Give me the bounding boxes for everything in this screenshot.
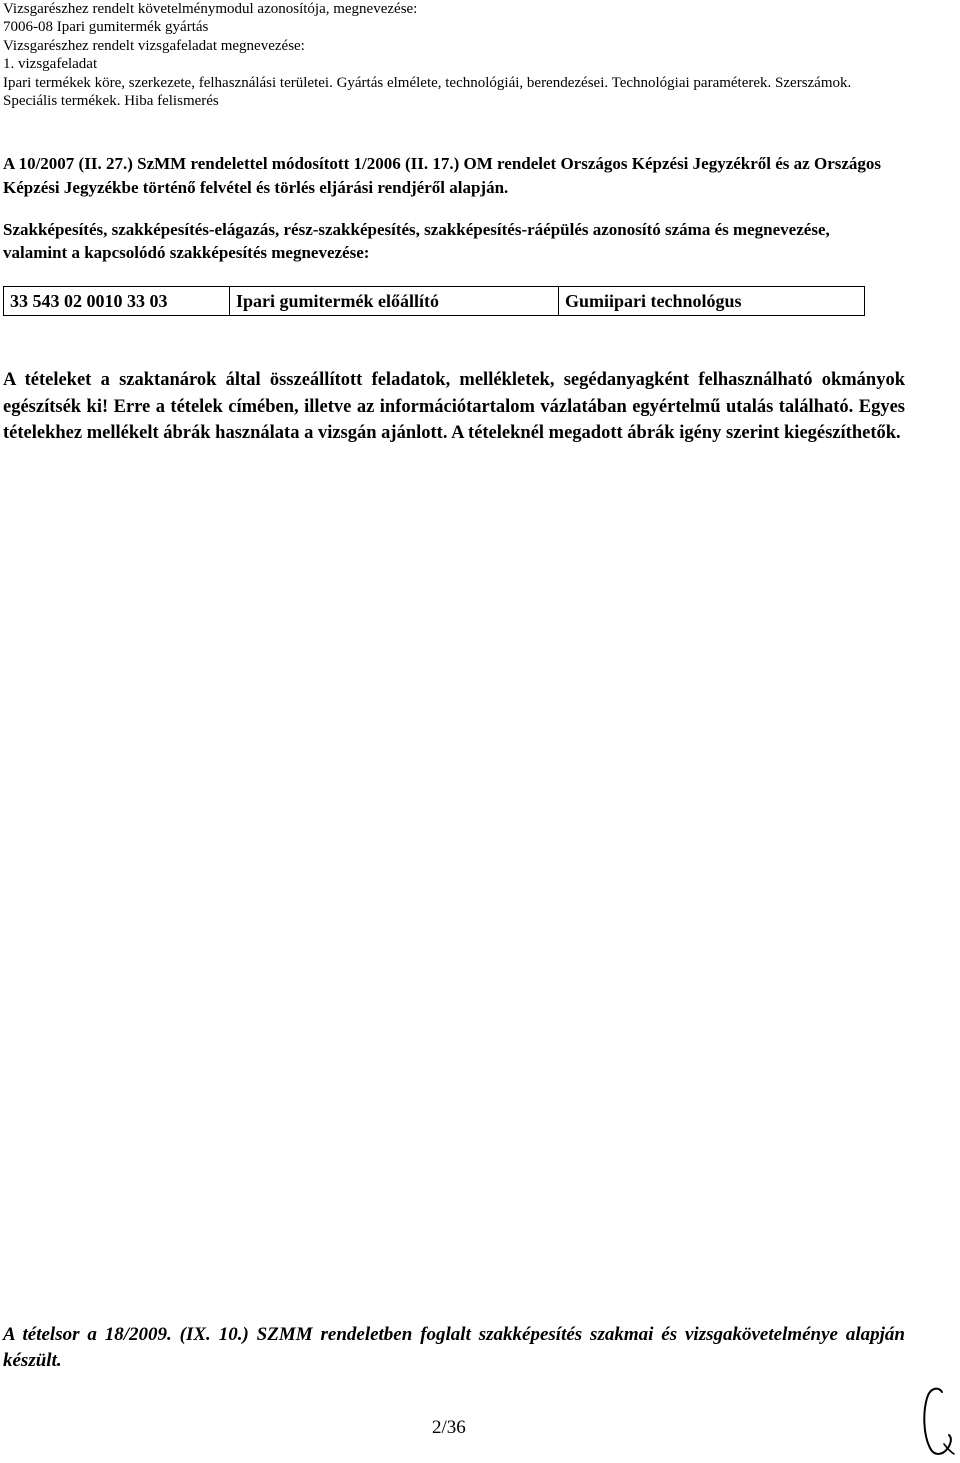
qualification-name: Ipari gumitermék előállító: [230, 287, 559, 316]
topics-line-2: Speciális termékek. Hiba felismerés: [3, 93, 219, 110]
module-value: 7006-08 Ipari gumitermék gyártás: [3, 19, 209, 36]
related-qualification: Gumiipari technológus: [559, 287, 865, 316]
qualification-row: [4, 287, 865, 316]
module-label: Vizsgarészhez rendelt követelménymodul azonosítója, megnevezése:: [3, 1, 418, 17]
page-number: 2/36: [432, 1417, 466, 1438]
qualification-table: [3, 286, 865, 316]
topics-line-1: Ipari termékek köre, szerkezete, felhasználási területei. Gyártás elmélete, technológiái, berendezései. Technológiai paraméterek. Szerszámok.: [3, 74, 852, 91]
task-value: 1. vizsgafeladat: [3, 56, 98, 73]
basis-note: A tételsor a 18/2009. (IX. 10.) SZMM rendeletben foglalt szakképesítés szakmai és vizsgakövetelménye alapján készült.: [3, 1324, 905, 1371]
page-header: [3, 0, 923, 110]
legal-basis-paragraph: A 10/2007 (II. 27.) SzMM rendelettel módosított 1/2006 (II. 17.) OM rendelet Országos Képzési Jegyzékről és az Országos Képzési Jegyzékbe történő felvétel és törlés eljárási rendjéről alapján.: [3, 154, 882, 197]
qualification-code: 33 543 02 0010 33 03: [4, 287, 230, 316]
qualification-intro: Szakképesítés, szakképesítés-elágazás, rész-szakképesítés, szakképesítés-ráépülés azonosító száma és megnevezése, valamint a kapcsolódó szakképesítés megnevezése:: [3, 220, 830, 262]
instruction-paragraph: A tételeket a szaktanárok által összeállított feladatok, mellékletek, segédanyagként felhasználható okmányok egészítsék ki! Erre a tételek címében, illetve az információtartalom vázlatában egyértelmű utalás található. Egyes tételekhez mellékelt ábrák használata a vizsgán ajánlott. A tételeknél megadott ábrák igény szerint kiegészíthetők.: [3, 370, 905, 443]
task-label: Vizsgarészhez rendelt vizsgafeladat megnevezése:: [3, 37, 305, 54]
signature-mark: [918, 1382, 956, 1460]
